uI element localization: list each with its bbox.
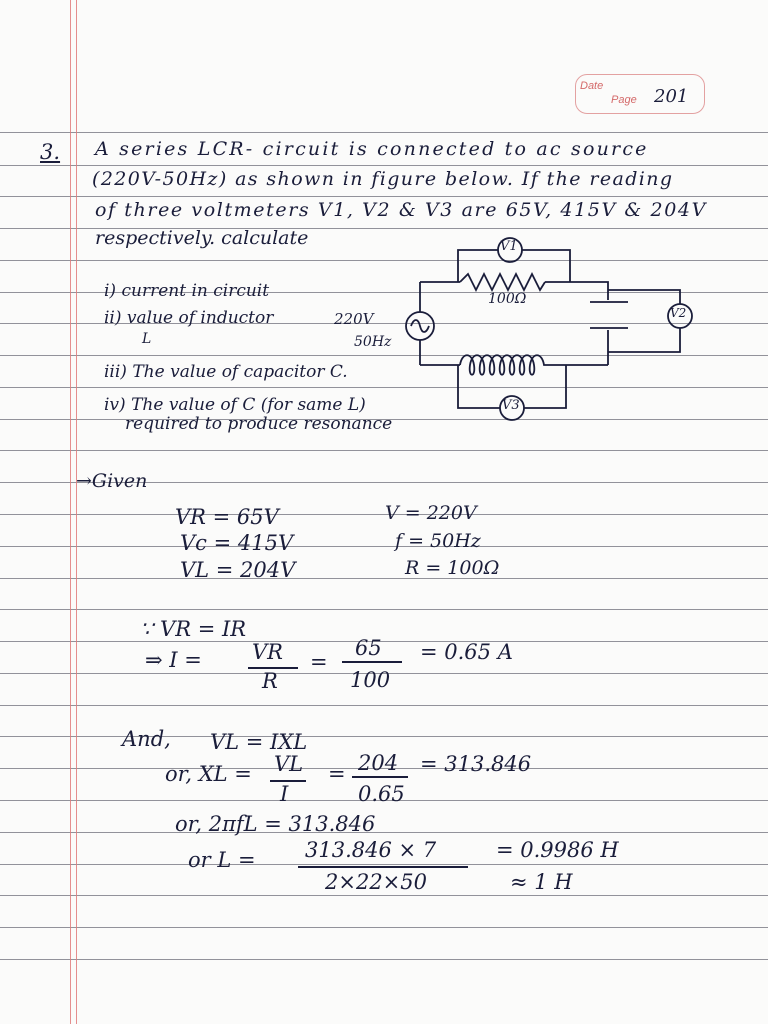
- page-label: Page: [611, 94, 637, 106]
- step4-result: = 313.846: [420, 752, 532, 776]
- step4-equals: =: [328, 762, 346, 786]
- part-iii: iii) The value of capacitor C.: [104, 362, 348, 382]
- voltmeter-v2-label: V2: [670, 306, 687, 320]
- step2-denominator: R: [262, 669, 278, 693]
- step2-denominator-2: 100: [350, 668, 391, 692]
- part-ii-symbol: L: [142, 331, 152, 347]
- fraction-line: [298, 866, 468, 868]
- part-ii: ii) value of inductor: [104, 308, 274, 328]
- part-iv-cont: required to produce resonance: [125, 414, 393, 434]
- question-number: 3.: [40, 140, 61, 164]
- given-vl: VL = 204V: [180, 558, 296, 582]
- step6-denominator: 2×22×50: [325, 870, 427, 894]
- given-v: V = 220V: [385, 502, 477, 524]
- given-label: →Given: [76, 470, 148, 492]
- step4-lhs: or, XL =: [165, 762, 252, 786]
- part-iv: iv) The value of C (for same L): [104, 395, 366, 415]
- fraction-line: [342, 661, 402, 663]
- fraction-line: [352, 776, 408, 778]
- source-voltage-label: 220V: [334, 310, 374, 328]
- question-line-4: respectively. calculate: [95, 227, 309, 249]
- step6-lhs: or L =: [188, 848, 256, 872]
- resistor-label: 100Ω: [488, 291, 527, 307]
- step2-lhs: ⇒ I =: [145, 648, 202, 672]
- question-line-2: (220V-50Hz) as shown in figure below. If the reading: [92, 168, 674, 190]
- question-line-3: of three voltmeters V1, V2 & V3 are 65V, 415V & 204V: [95, 199, 707, 221]
- step6-result: = 0.9986 H: [496, 838, 619, 862]
- part-i: i) current in circuit: [104, 281, 270, 301]
- given-vc: Vc = 415V: [180, 531, 294, 555]
- page-number: 201: [654, 86, 689, 107]
- step2-numerator-2: 65: [355, 636, 382, 660]
- step6-approx: ≈ 1 H: [510, 870, 573, 894]
- step3: VL = IXL: [210, 730, 308, 754]
- step-ohms-law: ∵ VR = IR: [140, 617, 247, 641]
- step4-denominator: I: [280, 782, 289, 806]
- step4-denominator-2: 0.65: [358, 782, 405, 806]
- and-label: And,: [122, 727, 171, 751]
- date-label: Date: [580, 80, 604, 92]
- step6-numerator: 313.846 × 7: [305, 838, 437, 862]
- source-frequency-label: 50Hz: [354, 334, 392, 350]
- given-vr: VR = 65V: [175, 505, 279, 529]
- step5: or, 2πfL = 313.846: [175, 812, 376, 836]
- step2-result: = 0.65 A: [420, 640, 513, 664]
- step2-numerator: VR: [252, 640, 283, 664]
- given-r: R = 100Ω: [405, 557, 500, 579]
- step4-numerator: VL: [274, 752, 304, 776]
- step2-equals: =: [310, 650, 328, 674]
- question-line-1: A series LCR- circuit is connected to ac source: [95, 138, 649, 160]
- given-f: f = 50Hz: [395, 530, 481, 552]
- step4-numerator-2: 204: [358, 751, 399, 775]
- voltmeter-v1-label: V1: [500, 239, 518, 254]
- voltmeter-v3-label: V3: [502, 398, 520, 413]
